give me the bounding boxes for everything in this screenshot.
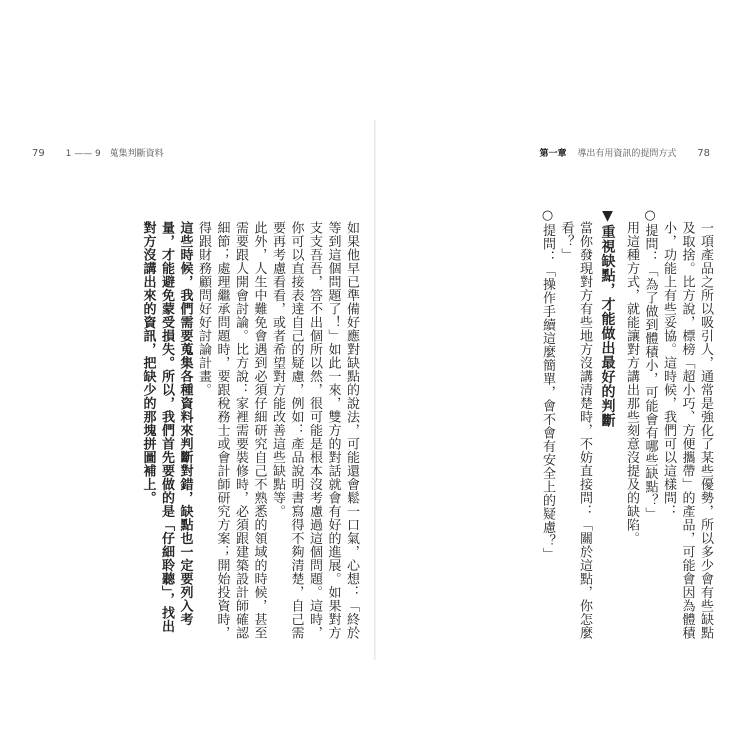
left-page-body [138,208,360,640]
right-chapter-label: 第一章 [539,149,567,159]
left-chapter-title: 蒐集判斷資料 [109,149,164,159]
left-running-header [32,146,164,159]
question-example: ○提問：「為了做到體積小，可能會有哪些缺點？」 [642,208,658,521]
body-paragraph: 用這種方式，就能讓對方講出那些刻意沒提及的缺陷。 [624,221,639,545]
question-example: ○提問：「操作手續這麼簡單，會不會有安全上的疑慮？」 [540,208,555,561]
right-chapter-title: 導出有用資訊的提問方式 [577,149,677,159]
section-heading: ▼重視缺點，才能做出最好的判斷 [599,208,616,428]
left-chapter-ref: 1 —— 9 [65,149,101,159]
right-page-number: 78 [697,148,710,159]
body-paragraph: 當你發現對方有些地方沒講清楚時，不妨直接問：「關於這點，你怎麼看？」 [558,221,592,640]
left-page-number: 79 [32,148,45,159]
body-paragraph-emphasis: 這些時候，我們需要蒐集各種資料來判斷對錯，缺點也一定要列入考量，才能避免蒙受損失。所以，我們首先要做的是「仔細聆聽」，找出對方沒講出來的資訊，把缺少的那塊拼圖補上。 [140,221,193,633]
body-paragraph: 如果他早已準備好應對缺點的說法，可能還會鬆一口氣，心想：「終於等到這個問題了！」如此一來，雙方的對話就會有好的進展。如果對方支支吾吾，答不出個所以然，很可能是根本沒考慮過這個問題。這時，你可以直接表達自己的疑慮，例如：產品說明書寫得不夠清楚，自己需要再考慮看看，或者希望對方能改善這些缺點等。 [270,221,359,640]
right-running-header [539,146,710,159]
body-paragraph: 此外，人生中難免會遇到必須仔細研究自己不熟悉的領域的時候，甚至需要跟人開會討論。比方說：家裡需要裝修時，必須跟建築設計師確認細節；處理繼承問題時，要跟稅務士或會計師研究方案；開始投資時，得跟財務顧問好好討論計畫。 [196,221,267,640]
right-page-body [538,208,715,640]
body-paragraph: 一項產品之所以吸引人，通常是強化了某些優勢，所以多少會有些缺點及取捨。比方說，標榜「超小巧、方便攜帶」的產品，可能會因為體積小，功能上有些妥協。這時候，我們可以這樣問： [661,221,713,640]
